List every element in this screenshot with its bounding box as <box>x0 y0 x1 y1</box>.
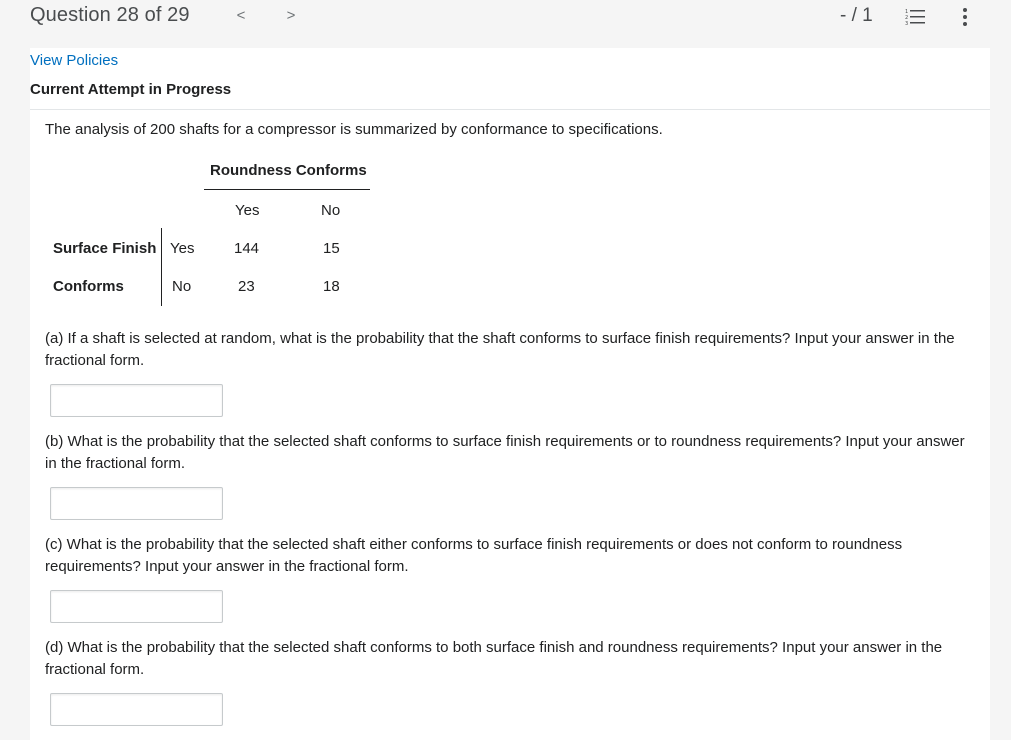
attempt-status: Current Attempt in Progress <box>30 81 232 98</box>
question-part-a: (a) If a shaft is selected at random, what is the probability that the shaft conforms to surface finish requirements? Input your answer in the fractional form. <box>45 330 955 369</box>
previous-question-button[interactable]: < <box>236 7 246 24</box>
score-display: - / 1 <box>840 5 873 26</box>
view-policies-link[interactable]: View Policies <box>30 52 119 69</box>
svg-text:2: 2 <box>905 15 909 21</box>
cell-yes-no: 15 <box>323 240 340 257</box>
question-counter: Question 28 of 29 <box>30 4 190 26</box>
answer-field-c[interactable] <box>50 590 223 623</box>
answer-field-d[interactable] <box>50 693 223 726</box>
question-part-d: (d) What is the probability that the selected shaft conforms to both surface finish and roundness requirements? Input your answer in the fractional form. <box>45 639 943 678</box>
column-header-yes: Yes <box>235 202 260 219</box>
answer-field-a[interactable] <box>50 384 223 417</box>
row-divider-line <box>161 228 162 306</box>
question-panel <box>30 48 990 740</box>
column-header-no: No <box>321 202 341 219</box>
cell-no-yes: 23 <box>238 278 255 295</box>
svg-text:3: 3 <box>905 21 909 27</box>
question-part-b: (b) What is the probability that the selected shaft conforms to surface finish requirements or to roundness requirements? Input your answer in the fractional form. <box>45 433 965 472</box>
cell-no-no: 18 <box>323 278 340 295</box>
more-options-icon[interactable] <box>955 6 975 28</box>
next-question-button[interactable]: > <box>286 7 296 24</box>
row-group-label-line2: Conforms <box>53 278 124 295</box>
row-group-label-line1: Surface Finish <box>53 240 157 257</box>
header-underline <box>204 189 370 190</box>
row-label-yes: Yes <box>170 240 195 257</box>
column-group-header: Roundness Conforms <box>210 162 367 179</box>
cell-yes-yes: 144 <box>234 240 260 257</box>
divider <box>30 109 990 110</box>
answer-field-b[interactable] <box>50 487 223 520</box>
question-list-icon[interactable] <box>905 7 927 27</box>
svg-text:1: 1 <box>905 9 909 15</box>
row-label-no: No <box>172 278 192 295</box>
question-intro: The analysis of 200 shafts for a compressor is summarized by conformance to specifications. <box>45 121 663 138</box>
question-part-c: (c) What is the probability that the selected shaft either conforms to surface finish requirements or does not conform to roundness requirements? Input your answer in the fractional form. <box>45 536 903 575</box>
top-bar <box>0 0 1011 48</box>
